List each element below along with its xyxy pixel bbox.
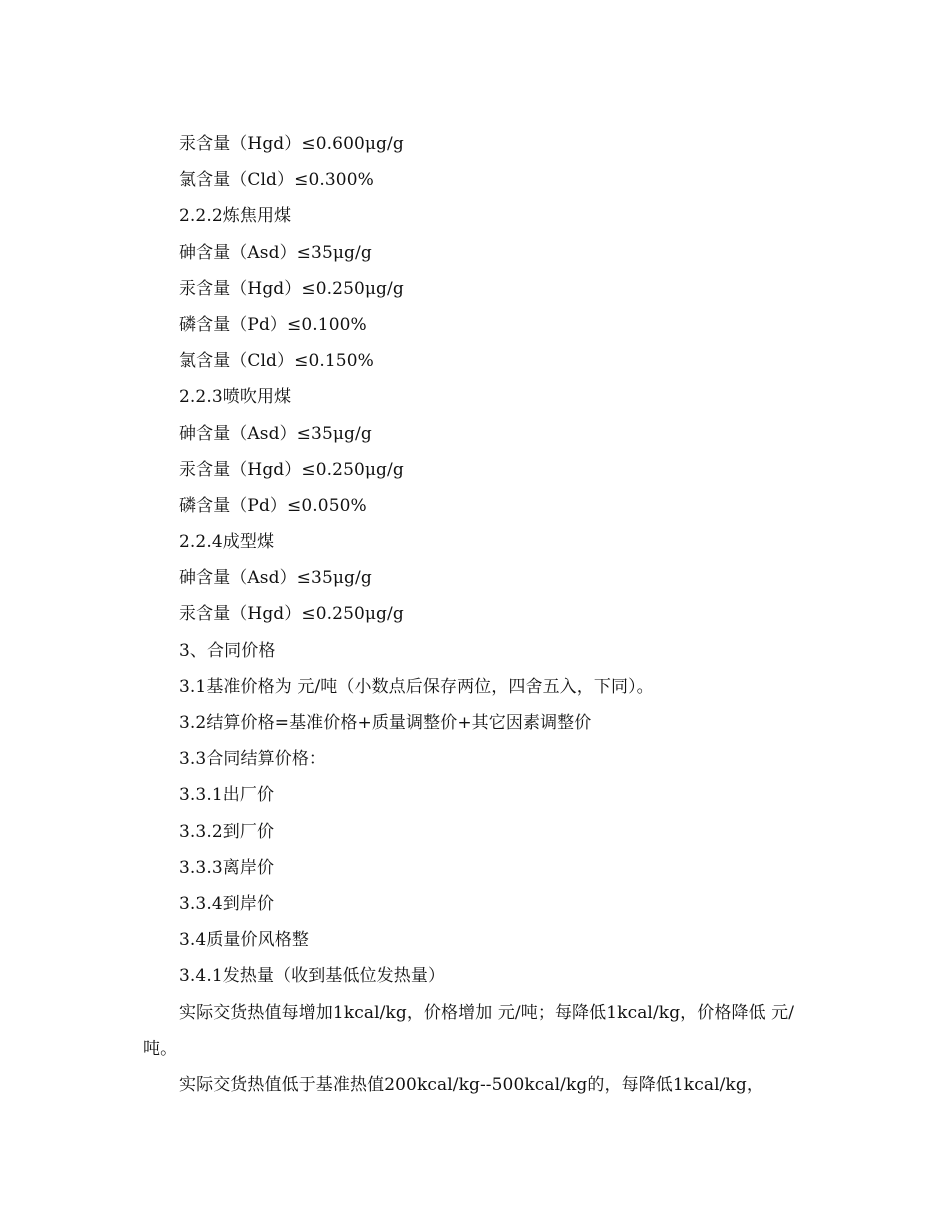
text-line: 氯含量（Cld）≤0.150% (179, 351, 374, 372)
text-line: 汞含量（Hgd）≤0.600μg/g (179, 134, 404, 154)
body-paragraph: 实际交货热值每增加1kcal/kg，价格增加 元/吨；每降低1kcal/kg，价格降低 元/吨。 (143, 1002, 795, 1059)
body-paragraph: 实际交货热值低于基准热值200kcal/kg--500kcal/kg的，每降低1kcal/kg， (179, 1074, 764, 1095)
text-line: 3.3.4到岸价 (179, 893, 275, 914)
text-line: 3.1基准价格为 元/吨（小数点后保存两位，四舍五入，下同）。 (179, 676, 654, 697)
section-heading: 3.3合同结算价格： (179, 749, 327, 770)
document-body (143, 126, 803, 1103)
text-line: 3.2结算价格=基准价格+质量调整价+其它因素调整价 (179, 713, 592, 733)
text-line: 砷含量（Asd）≤35μg/g (179, 423, 372, 444)
text-line: 磷含量（Pd）≤0.050% (179, 495, 367, 516)
section-heading: 2.2.3喷吹用煤 (179, 387, 292, 408)
text-line: 3.3.3离岸价 (179, 857, 275, 878)
section-heading: 3.4.1发热量（收到基低位发热量） (179, 966, 446, 987)
text-line: 3.3.1出厂价 (179, 785, 275, 806)
text-line: 汞含量（Hgd）≤0.250μg/g (179, 278, 404, 299)
section-heading: 2.2.2炼焦用煤 (179, 206, 292, 227)
text-line: 砷含量（Asd）≤35μg/g (179, 568, 372, 589)
section-heading: 3、合同价格 (179, 640, 276, 661)
text-line: 汞含量（Hgd）≤0.250μg/g (179, 604, 404, 625)
text-line: 氯含量（Cld）≤0.300% (179, 170, 374, 191)
text-line: 3.3.2到厂价 (179, 821, 275, 842)
section-heading: 2.2.4成型煤 (179, 532, 275, 553)
text-line: 砷含量（Asd）≤35μg/g (179, 242, 372, 263)
text-line: 磷含量（Pd）≤0.100% (179, 314, 367, 335)
section-heading: 3.4质量价风格整 (179, 930, 309, 951)
text-line: 汞含量（Hgd）≤0.250μg/g (179, 459, 404, 480)
